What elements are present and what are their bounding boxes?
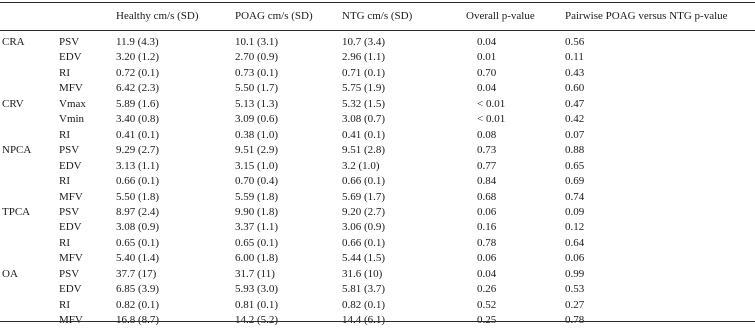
parameter-label: EDV: [59, 221, 82, 234]
pairwise-p-value: 0.65: [565, 159, 585, 172]
healthy-value: 37.7 (17): [116, 267, 157, 280]
ntg-value: 10.7 (3.4): [342, 36, 386, 48]
table-row: [0, 281, 755, 298]
table-row: [0, 49, 755, 66]
ntg-value: 3.08 (0.7): [342, 113, 386, 126]
poag-value: 10.1 (3.1): [235, 36, 279, 48]
poag-value: 9.51 (2.9): [235, 144, 279, 157]
table-row: [0, 173, 755, 190]
parameter-label: EDV: [59, 283, 82, 296]
healthy-value: 5.40 (1.4): [116, 252, 160, 265]
table-row: [0, 250, 755, 267]
pairwise-p-value: 0.27: [565, 298, 585, 311]
healthy-value: 0.66 (0.1): [116, 175, 160, 188]
parameter-label: EDV: [59, 51, 82, 64]
healthy-value: 5.50 (1.8): [116, 190, 160, 203]
parameter-label: PSV: [59, 205, 80, 218]
healthy-value: 0.65 (0.1): [116, 236, 160, 249]
healthy-value: 11.9 (4.3): [116, 36, 159, 48]
healthy-value: 9.29 (2.7): [116, 144, 160, 157]
header-ntg: NTG cm/s (SD): [342, 10, 413, 22]
pairwise-p-value: 0.43: [565, 66, 585, 79]
poag-value: 9.90 (1.8): [235, 205, 279, 218]
pairwise-p-value: 0.53: [565, 283, 585, 296]
overall-p-value: 0.84: [477, 175, 497, 188]
healthy-value: 0.72 (0.1): [116, 66, 160, 79]
ntg-value: 9.51 (2.8): [342, 144, 386, 157]
poag-value: 0.73 (0.1): [235, 66, 279, 79]
parameter-label: MFV: [59, 190, 83, 203]
ntg-value: 5.32 (1.5): [342, 97, 386, 110]
header-rule: [0, 30, 755, 31]
table-row: [0, 127, 755, 144]
table-row: [0, 219, 755, 236]
header-pairwise-p: Pairwise POAG versus NTG p-value: [565, 10, 728, 22]
group-label: CRA: [2, 36, 25, 48]
ntg-value: 0.82 (0.1): [342, 298, 386, 311]
poag-value: 31.7 (11): [235, 267, 275, 280]
ntg-value: 5.75 (1.9): [342, 82, 386, 95]
group-label: TPCA: [2, 205, 31, 218]
poag-value: 6.00 (1.8): [235, 252, 279, 265]
overall-p-value: 0.70: [477, 66, 497, 79]
ntg-value: 5.69 (1.7): [342, 190, 386, 203]
healthy-value: 3.40 (0.8): [116, 113, 160, 126]
healthy-value: 8.97 (2.4): [116, 205, 160, 218]
table-row: [0, 158, 755, 175]
table-row: [0, 204, 755, 221]
overall-p-value: 0.77: [477, 159, 497, 172]
healthy-value: 3.08 (0.9): [116, 221, 160, 234]
healthy-value: 0.41 (0.1): [116, 128, 160, 141]
ntg-value: 3.06 (0.9): [342, 221, 386, 234]
ntg-value: 0.71 (0.1): [342, 66, 386, 79]
healthy-value: 6.42 (2.3): [116, 82, 160, 95]
overall-p-value: 0.52: [477, 298, 497, 311]
pairwise-p-value: 0.09: [565, 205, 585, 218]
table-row: [0, 65, 755, 82]
parameter-label: RI: [59, 66, 70, 79]
poag-value: 0.65 (0.1): [235, 236, 279, 249]
pairwise-p-value: 0.99: [565, 267, 585, 280]
top-rule: [0, 2, 755, 3]
pairwise-p-value: 0.60: [565, 82, 585, 95]
poag-value: 5.50 (1.7): [235, 82, 279, 95]
pairwise-p-value: 0.12: [565, 221, 585, 234]
healthy-value: 3.13 (1.1): [116, 159, 160, 172]
parameter-label: RI: [59, 298, 70, 311]
parameter-label: RI: [59, 128, 70, 141]
parameter-label: EDV: [59, 159, 82, 172]
table-row: [0, 34, 755, 51]
overall-p-value: 0.01: [477, 51, 497, 64]
overall-p-value: 0.04: [477, 82, 497, 95]
healthy-value: 5.89 (1.6): [116, 97, 160, 110]
pairwise-p-value: 0.74: [565, 190, 585, 203]
parameter-label: PSV: [59, 267, 80, 280]
ntg-value: 5.81 (3.7): [342, 283, 386, 296]
pairwise-p-value: 0.56: [565, 36, 585, 48]
table-row: [0, 80, 755, 97]
poag-value: 0.38 (1.0): [235, 128, 279, 141]
ntg-value: 3.2 (1.0): [342, 159, 380, 172]
overall-p-value: 0.04: [477, 267, 497, 280]
pairwise-p-value: 0.69: [565, 175, 585, 188]
parameter-label: RI: [59, 236, 70, 249]
group-label: NPCA: [2, 144, 32, 157]
header-poag: POAG cm/s (SD): [235, 10, 313, 22]
ntg-value: 2.96 (1.1): [342, 51, 386, 64]
header-overall-p: Overall p-value: [466, 10, 535, 22]
poag-value: 0.81 (0.1): [235, 298, 279, 311]
overall-p-value: 0.06: [477, 205, 497, 218]
poag-value: 3.37 (1.1): [235, 221, 279, 234]
overall-p-value: 0.26: [477, 283, 497, 296]
healthy-value: 6.85 (3.9): [116, 283, 160, 296]
header-healthy: Healthy cm/s (SD): [116, 10, 199, 22]
parameter-label: PSV: [59, 144, 80, 157]
ntg-value: 0.41 (0.1): [342, 128, 386, 141]
pairwise-p-value: 0.64: [565, 236, 585, 249]
ntg-value: 5.44 (1.5): [342, 252, 386, 265]
parameter-label: MFV: [59, 252, 83, 265]
overall-p-value: < 0.01: [477, 113, 506, 126]
overall-p-value: 0.04: [477, 36, 497, 48]
overall-p-value: 0.06: [477, 252, 497, 265]
healthy-value: 3.20 (1.2): [116, 51, 160, 64]
pairwise-p-value: 0.11: [565, 51, 584, 64]
parameter-label: RI: [59, 175, 70, 188]
overall-p-value: 0.16: [477, 221, 497, 234]
parameter-label: Vmin: [59, 113, 85, 126]
group-label: CRV: [2, 97, 24, 110]
table-row: [0, 142, 755, 159]
table-row: [0, 189, 755, 206]
overall-p-value: 0.78: [477, 236, 497, 249]
table-row: [0, 235, 755, 252]
ntg-value: 9.20 (2.7): [342, 205, 386, 218]
ntg-value: 0.66 (0.1): [342, 236, 386, 249]
poag-value: 3.15 (1.0): [235, 159, 279, 172]
parameter-label: PSV: [59, 36, 80, 48]
overall-p-value: 0.73: [477, 144, 497, 157]
group-label: OA: [2, 267, 18, 280]
poag-value: 5.13 (1.3): [235, 97, 279, 110]
overall-p-value: 0.68: [477, 190, 497, 203]
overall-p-value: 0.08: [477, 128, 497, 141]
table-row: [0, 266, 755, 283]
pairwise-p-value: 0.88: [565, 144, 585, 157]
table-row: [0, 111, 755, 128]
poag-value: 5.59 (1.8): [235, 190, 279, 203]
parameter-label: Vmax: [59, 97, 86, 110]
ntg-value: 31.6 (10): [342, 267, 383, 280]
table-row: [0, 96, 755, 113]
poag-value: 5.93 (3.0): [235, 283, 279, 296]
table-row: [0, 297, 755, 314]
pairwise-p-value: 0.47: [565, 97, 585, 110]
pairwise-p-value: 0.06: [565, 252, 585, 265]
parameter-label: MFV: [59, 82, 83, 95]
poag-value: 3.09 (0.6): [235, 113, 279, 126]
ntg-value: 0.66 (0.1): [342, 175, 386, 188]
healthy-value: 0.82 (0.1): [116, 298, 160, 311]
pairwise-p-value: 0.07: [565, 128, 585, 141]
pairwise-p-value: 0.42: [565, 113, 585, 126]
overall-p-value: < 0.01: [477, 97, 506, 110]
poag-value: 2.70 (0.9): [235, 51, 279, 64]
poag-value: 0.70 (0.4): [235, 175, 279, 188]
